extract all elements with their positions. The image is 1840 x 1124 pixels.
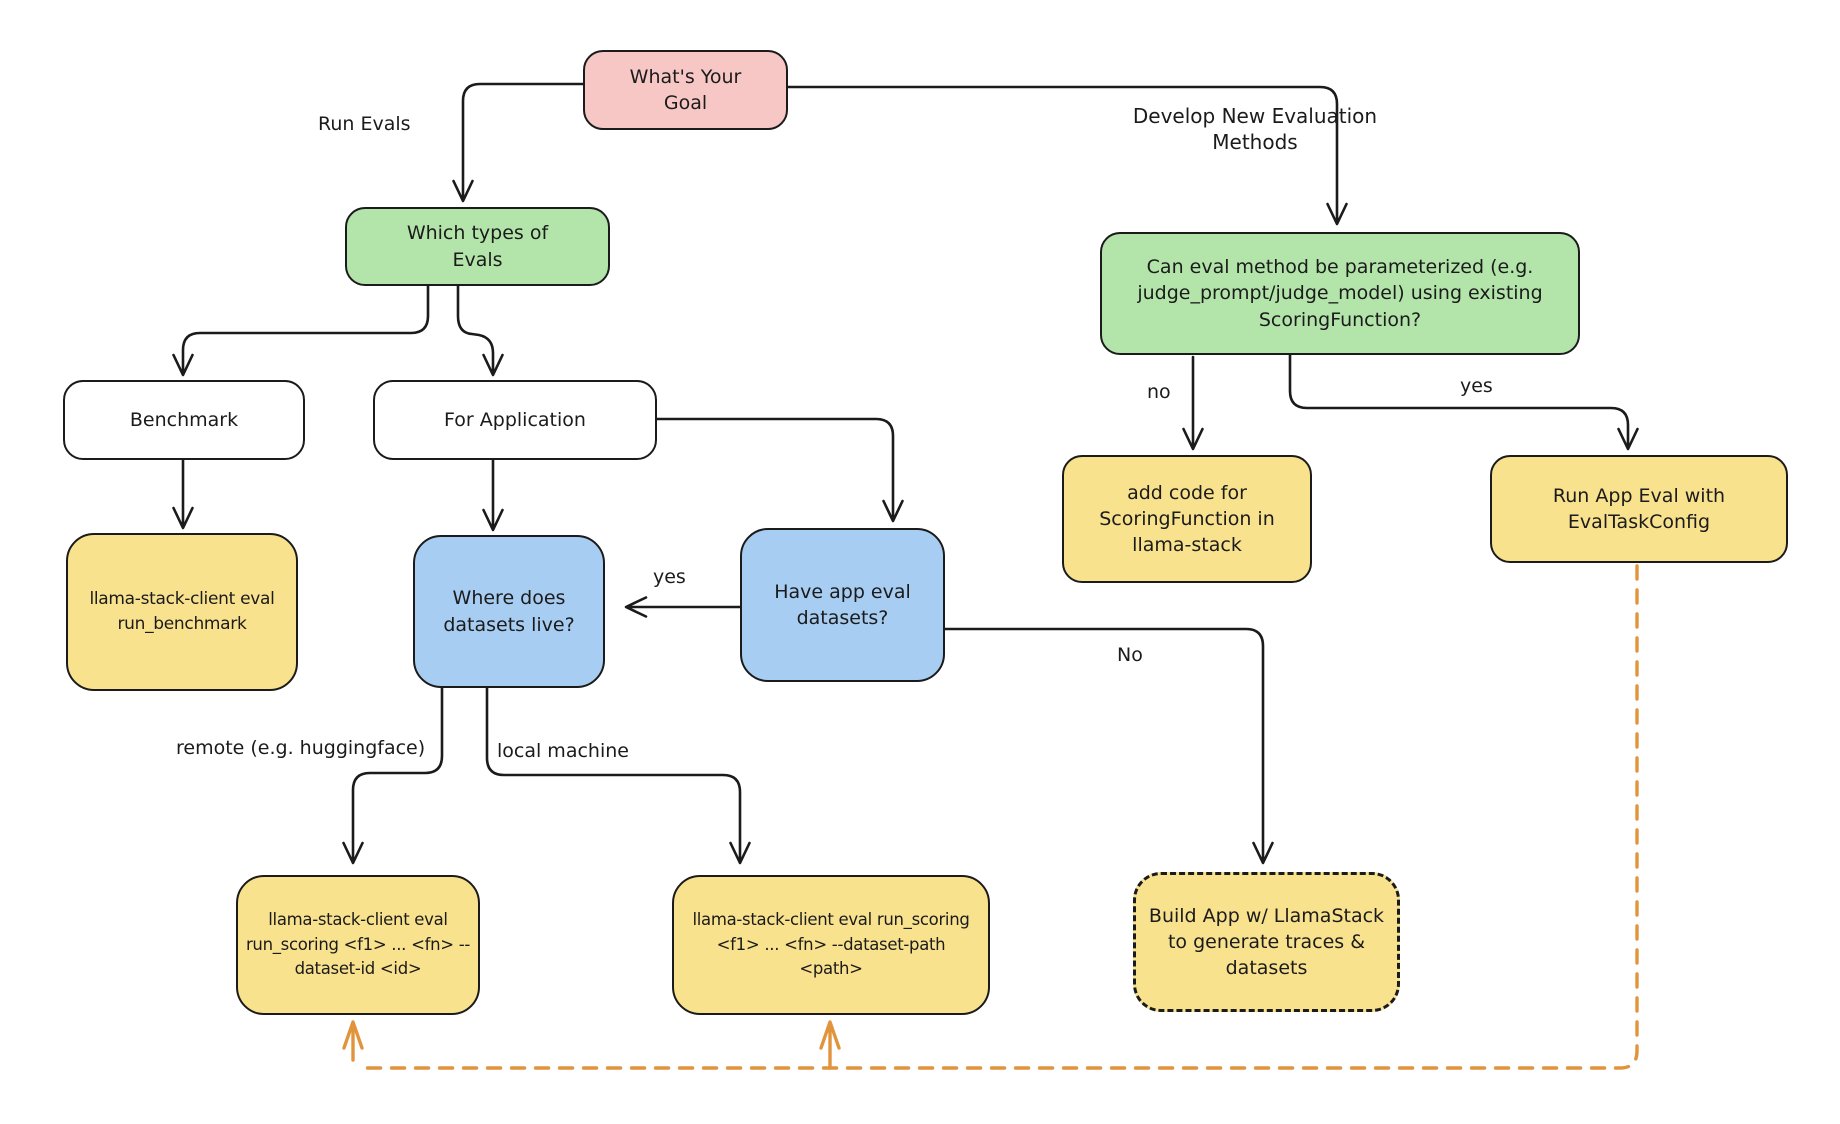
node-where-does-datasets-live [413, 535, 605, 688]
edge-label-can-param-no: no [1147, 381, 1171, 403]
node-build-app-with-llamastack-label: Build App w/ LlamaStack to generate traces & datasets [1148, 904, 1385, 980]
node-run-scoring-dataset-id [236, 875, 480, 1015]
edge-feedback-arrow-run-scoring-path [821, 1022, 839, 1068]
edge-have-datasets-to-where-datasets [626, 598, 740, 617]
node-where-does-datasets-live-label: Where does datasets live? [443, 587, 575, 636]
edge-label-remote-huggingface: remote (e.g. huggingface) [176, 737, 426, 759]
node-which-types-of-evals-label: Which types of Evals [406, 222, 549, 271]
node-run-app-eval-with-evaltaskconfig [1490, 455, 1788, 563]
node-which-types-of-evals [345, 207, 610, 286]
node-whats-your-goal [583, 50, 788, 130]
node-run-scoring-dataset-path [672, 875, 990, 1015]
node-add-code-for-scoringfunction-label: add code for ScoringFunction in llama-stack [1099, 481, 1275, 557]
node-add-code-for-scoringfunction [1062, 455, 1312, 583]
edge-have-datasets-to-build-app [945, 629, 1273, 863]
edge-can-param-to-run-app-eval [1290, 355, 1638, 449]
node-have-app-eval-datasets [740, 528, 945, 682]
node-run-benchmark-command-label: llama-stack-client eval run_benchmark [89, 588, 275, 634]
node-run-scoring-dataset-id-label: llama-stack-client eval run_scoring <f1> ... <fn> --dataset-id <id> [245, 909, 471, 979]
node-benchmark-label: Benchmark [129, 408, 239, 431]
node-run-scoring-dataset-path-label: llama-stack-client eval run_scoring <f1> ... <fn> --dataset-path <path> [692, 909, 970, 979]
node-can-eval-method-be-parameterized-label: Can eval method be parameterized (e.g. judge_prompt/judge_model) using existing ScoringFunction? [1137, 256, 1543, 331]
edge-label-local-machine: local machine [497, 740, 629, 762]
node-run-app-eval-with-evaltaskconfig-label: Run App Eval with EvalTaskConfig [1552, 484, 1726, 533]
node-for-application-label: For Application [444, 408, 586, 431]
edge-label-can-param-yes: yes [1460, 375, 1493, 397]
node-whats-your-goal-label: What's Your Goal [629, 65, 742, 114]
edge-label-have-datasets-no: No [1117, 644, 1143, 666]
edge-can-param-to-add-code [1184, 357, 1203, 449]
edge-benchmark-to-run-benchmark [174, 460, 193, 528]
edge-label-have-datasets-yes: yes [653, 566, 686, 588]
edge-goal-to-which-types [454, 84, 584, 201]
node-run-benchmark-command [66, 533, 298, 691]
node-can-eval-method-be-parameterized [1100, 232, 1580, 355]
edge-label-run-evals: Run Evals [318, 113, 411, 135]
edge-label-develop-new-evaluation-methods: Develop New Evaluation Methods [1132, 104, 1378, 154]
node-have-app-eval-datasets-label: Have app eval datasets? [774, 580, 911, 629]
node-build-app-with-llamastack [1133, 872, 1400, 1012]
edge-for-application-to-where-datasets [484, 460, 503, 530]
node-benchmark [63, 380, 305, 460]
edge-for-application-to-have-datasets [657, 419, 903, 521]
edge-where-datasets-to-run-scoring-id [344, 688, 443, 863]
node-for-application [373, 380, 657, 460]
edge-which-types-to-for-application [458, 286, 503, 375]
edge-feedback-arrow-run-scoring-id [344, 1022, 362, 1060]
edge-which-types-to-benchmark [174, 286, 429, 375]
edge-where-datasets-to-run-scoring-path [487, 688, 750, 863]
